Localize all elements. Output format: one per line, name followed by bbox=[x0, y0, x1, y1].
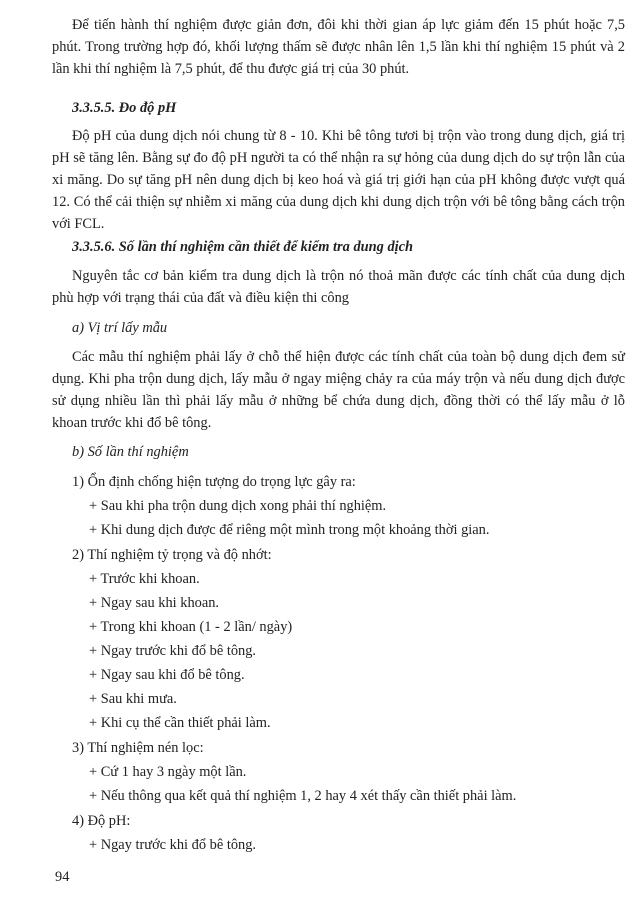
list-item: + Sau khi mưa. bbox=[89, 691, 177, 707]
paragraph-principle: Nguyên tắc cơ bản kiểm tra dung dịch là trộn nó thoả mãn được các tính chất của dung dịch phù hợp với trạng thái của đất và điều kiện thi công bbox=[52, 268, 625, 306]
section-heading-test-frequency: 3.3.5.6. Số lần thí nghiệm cần thiết để kiểm tra dung dịch bbox=[72, 239, 414, 255]
subheading-test-count: b) Số lần thí nghiệm bbox=[72, 444, 189, 460]
paragraph-intro: Để tiến hành thí nghiệm được giản đơn, đôi khi thời gian áp lực giảm đến 15 phút hoặc 7,5 phút. Trong trường hợp đó, khối lượng thấm sẽ được nhân lên 1,5 lần khi thí nghiệm 15 phút và 2 lần khi thí nghiệm là 7,5 phút, để thu được giá trị của 30 phút. bbox=[52, 17, 625, 77]
page-number: 94 bbox=[55, 869, 70, 885]
list-item: 3) Thí nghiệm nén lọc: bbox=[72, 740, 204, 756]
list-item: + Nếu thông qua kết quả thí nghiệm 1, 2 hay 4 xét thấy cần thiết phải làm. bbox=[89, 788, 517, 804]
subheading-sample-location: a) Vị trí lấy mẫu bbox=[72, 320, 168, 336]
paragraph-sample-location: Các mẫu thí nghiệm phải lấy ở chỗ thể hiện được các tính chất của toàn bộ dung dịch đem sử dụng. Khi pha trộn dung dịch, lấy mẫu ở ngay miệng chảy ra của máy trộn và nếu dung dịch được sử dụng nhiều lần thì phải lấy mẫu ở những bể chứa dung dịch, đồng thời có thể lấy mẫu ở lỗ khoan trước khi đổ bê tông. bbox=[52, 349, 625, 431]
list-item: + Khi cụ thể cần thiết phải làm. bbox=[89, 715, 271, 731]
list-item: + Ngay trước khi đổ bê tông. bbox=[89, 837, 257, 853]
list-item: + Ngay sau khi khoan. bbox=[89, 595, 220, 611]
list-item: + Trước khi khoan. bbox=[89, 571, 200, 587]
list-item: + Ngay trước khi đổ bê tông. bbox=[89, 643, 257, 659]
list-item: + Ngay sau khi đổ bê tông. bbox=[89, 667, 245, 683]
list-item: + Khi dung dịch được để riêng một mình trong một khoảng thời gian. bbox=[89, 522, 490, 538]
list-item: + Trong khi khoan (1 - 2 lần/ ngày) bbox=[89, 619, 293, 635]
section-heading-ph: 3.3.5.5. Đo độ pH bbox=[72, 100, 177, 116]
list-item: 2) Thí nghiệm tỷ trọng và độ nhớt: bbox=[72, 547, 272, 563]
list-item: + Cứ 1 hay 3 ngày một lần. bbox=[89, 764, 247, 780]
list-item: + Sau khi pha trộn dung dịch xong phải thí nghiệm. bbox=[89, 498, 387, 514]
list-item: 1) Ổn định chống hiện tượng do trọng lực gây ra: bbox=[72, 474, 356, 490]
paragraph-ph: Độ pH của dung dịch nói chung từ 8 - 10. Khi bê tông tươi bị trộn vào trong dung dịch, giá trị pH sẽ tăng lên. Bằng sự đo độ pH người ta có thể nhận ra sự hỏng của dung dịch do sự trộn lẫn của xi măng. Do sự tăng pH nên dung dịch bị keo hoá và giá trị giới hạn của pH không được vượt quá 12. Có thể cải thiện sự nhiễm xi măng của dung dịch khi dung dịch trộn với bê tông bằng cách trộn với FCL. bbox=[52, 128, 625, 232]
list-item: 4) Độ pH: bbox=[72, 813, 131, 829]
